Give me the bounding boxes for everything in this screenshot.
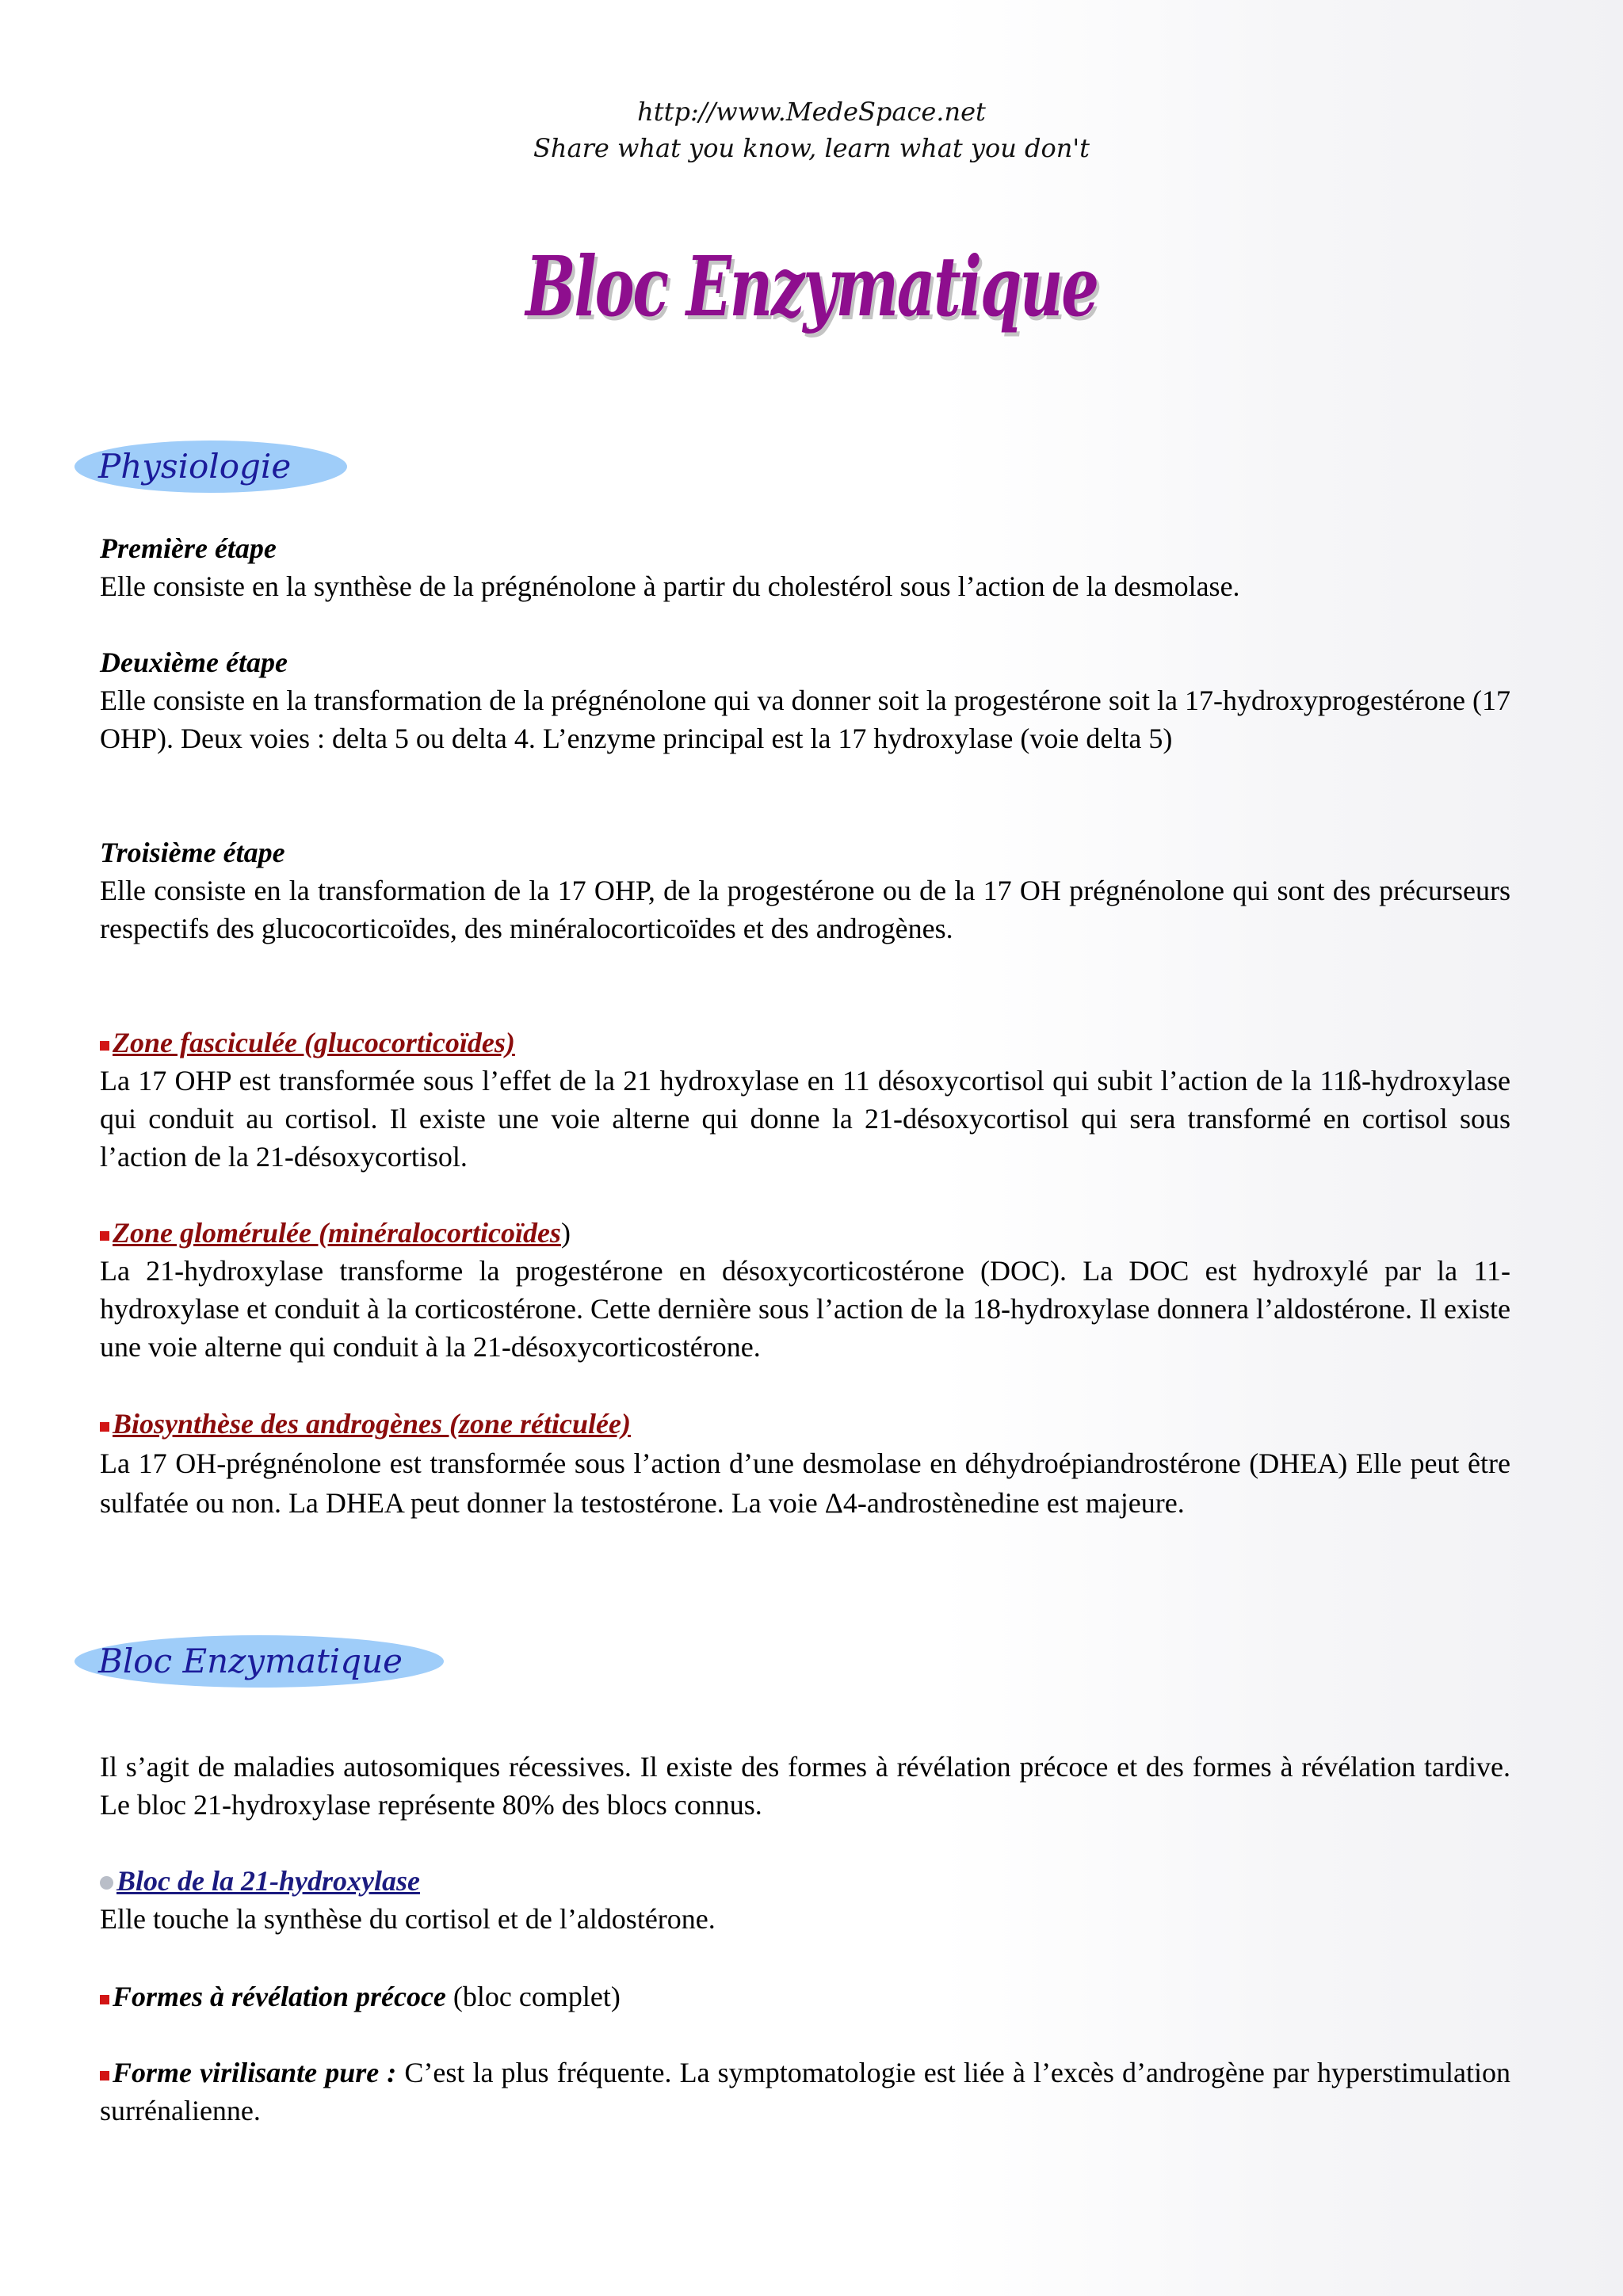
page-header bbox=[0, 93, 1623, 166]
grey-circle-bullet-icon bbox=[100, 1876, 113, 1890]
formes-title: Formes à révélation précoce bbox=[113, 1981, 446, 2012]
section-label-text: Physiologie bbox=[98, 447, 292, 486]
red-square-bullet-icon bbox=[100, 1995, 109, 2004]
step-title: Première étape bbox=[100, 532, 277, 564]
step-3 bbox=[100, 833, 1510, 948]
zone-title-suffix: ) bbox=[560, 1217, 571, 1249]
forme-text: C’est la plus fréquente. La symptomatologie est liée à l’excès d’androgène par hyperstimulation surrénalienne. bbox=[100, 2057, 1510, 2126]
zone-glomerulee bbox=[100, 1214, 1510, 1366]
red-square-bullet-icon bbox=[100, 1231, 109, 1241]
zone-reticulee bbox=[100, 1404, 1510, 1523]
zone-title: Zone glomérulée (minéralocorticoïdes bbox=[113, 1217, 561, 1249]
forme-title: Forme virilisante pure : bbox=[113, 2057, 397, 2088]
bloc-intro bbox=[100, 1748, 1510, 1824]
site-url: http://www.MedeSpace.net bbox=[637, 97, 986, 127]
section-label-bloc-enzymatique bbox=[74, 1635, 444, 1688]
red-square-bullet-icon bbox=[100, 1422, 109, 1432]
bloc-title: Bloc de la 21-hydroxylase bbox=[116, 1865, 420, 1897]
bloc-text: Elle touche la synthèse du cortisol et de l’aldostérone. bbox=[100, 1903, 716, 1935]
zone-text: La 17 OH-prégnénolone est transformée sous l’action d’une desmolase en déhydroépiandrostérone (DHEA) Elle peut être sulfatée ou non. La DHEA peut donner la testostérone. La voie Δ4-androstènedine est majeure. bbox=[100, 1447, 1510, 1519]
step-text: Elle consiste en la synthèse de la prégnénolone à partir du cholestérol sous l’action de la desmolase. bbox=[100, 570, 1240, 602]
intro-text: Il s’agit de maladies autosomiques récessives. Il existe des formes à révélation précoce et des formes à révélation tardive. Le bloc 21-hydroxylase représente 80% des blocs connus. bbox=[100, 1751, 1510, 1821]
site-tagline: Share what you know, learn what you don't bbox=[533, 133, 1090, 163]
document-title: Bloc Enzymatique bbox=[525, 238, 1098, 335]
step-title: Deuxième étape bbox=[100, 646, 288, 678]
zone-fasciculee bbox=[100, 1024, 1510, 1176]
red-square-bullet-icon bbox=[100, 2071, 109, 2081]
step-text: Elle consiste en la transformation de la prégnénolone qui va donner soit la progestérone soit la 17-hydroxyprogestérone (17 OHP). Deux voies : delta 5 ou delta 4. L’enzyme principal est la 17 hydroxylase (voie delta 5) bbox=[100, 685, 1510, 754]
forme-virilisante bbox=[100, 2054, 1510, 2130]
zone-title: Zone fasciculée (glucocorticoïdes) bbox=[113, 1027, 515, 1058]
zone-text: La 21-hydroxylase transforme la progestérone en désoxycorticostérone (DOC). La DOC est hydroxylé par la 11-hydroxylase et conduit à la corticostérone. Cette dernière sous l’action de la 18-hydroxylase donnera l’aldostérone. Il existe une voie alterne qui conduit à la 21-désoxycorticostérone. bbox=[100, 1255, 1510, 1363]
zone-text: La 17 OHP est transformée sous l’effet de la 21 hydroxylase en 11 désoxycortisol qui subit l’action de la 11ß-hydroxylase qui conduit au cortisol. Il existe une voie alterne qui donne la 21-désoxycortisol qui sera transformé en cortisol sous l’action de la 21-désoxycortisol. bbox=[100, 1065, 1510, 1173]
step-2 bbox=[100, 643, 1510, 757]
step-1 bbox=[100, 529, 1510, 605]
formes-precoce bbox=[100, 1978, 1510, 2016]
formes-suffix: (bloc complet) bbox=[445, 1981, 621, 2012]
step-title: Troisième étape bbox=[100, 837, 285, 868]
step-text: Elle consiste en la transformation de la 17 OHP, de la progestérone ou de la 17 OH prégnénolone qui sont des précurseurs respectifs des glucocorticoïdes, des minéralocorticoïdes et des androgènes. bbox=[100, 875, 1510, 944]
section-label-text: Bloc Enzymatique bbox=[98, 1642, 403, 1680]
red-square-bullet-icon bbox=[100, 1041, 109, 1051]
bloc-21-hydroxylase bbox=[100, 1862, 1510, 1938]
zone-title: Biosynthèse des androgènes (zone réticulée) bbox=[113, 1408, 631, 1440]
section-label-physiologie bbox=[74, 441, 347, 493]
